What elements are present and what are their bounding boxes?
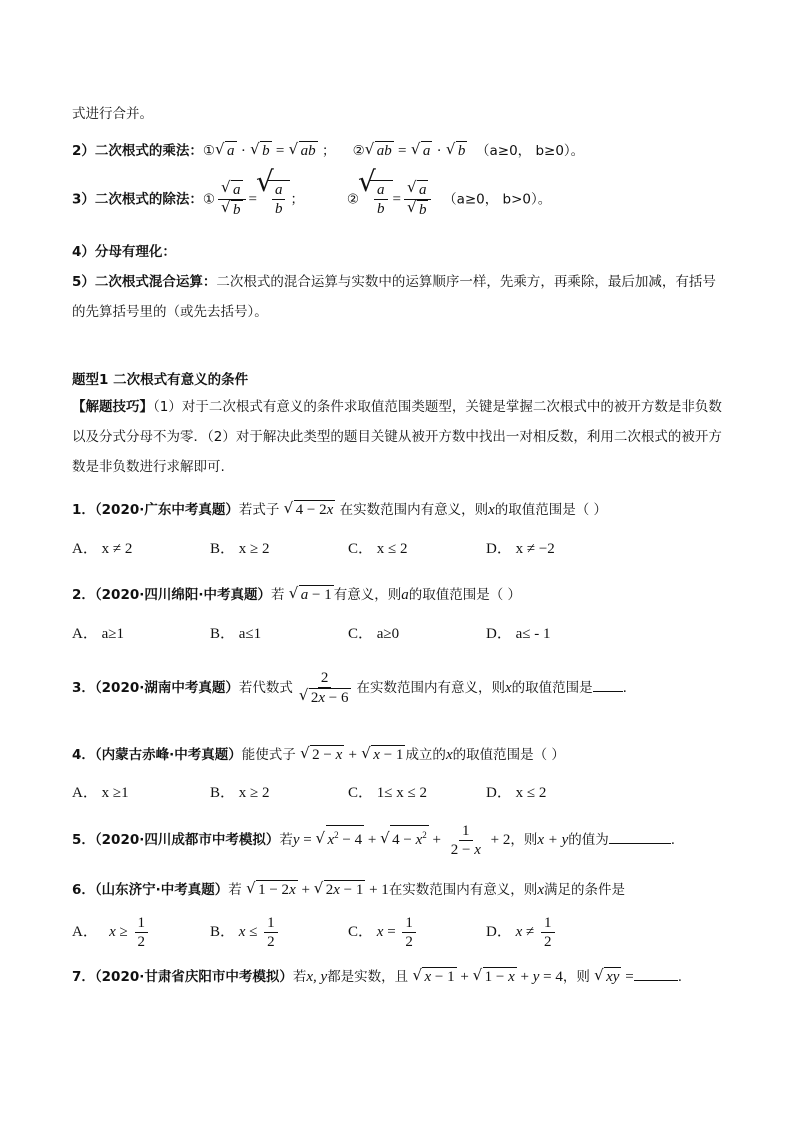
intro-tail: 式进行合并。 [72, 106, 153, 122]
frac-sqrt-a-over-sqrt-b-2: √ a √ b [404, 180, 432, 219]
q6-option-c-label: C． [348, 924, 374, 940]
q6-expr: √ 1 − 2x + √ 2x − 1 + 1 [246, 882, 389, 898]
q5-expr: y = √ $x^2 - 4$ + √ $4 - x^2$ + $\frac{1}{2 - x}$ + 2 [293, 832, 510, 848]
rule-4-label: 4）分母有理化： [72, 244, 176, 260]
q7-pre: 若 [292, 969, 307, 985]
q2-option-a[interactable]: A． a≥1 [72, 626, 124, 642]
question-7: 7．（2020·甘肃省庆阳市中考模拟）若x, y都是实数，且 √ x − 1 + √ 1 − x + y = 4，则 √ xy = . [72, 967, 682, 987]
tip-paragraph [72, 392, 722, 482]
q6-pre: 若 [228, 882, 242, 898]
question-1 [72, 500, 607, 520]
rule-multiplication: 2）二次根式的乘法：①√ a · √ b = √ ab ； ②√ ab = √ a · √ b （a≥0， b≥0）。 [72, 141, 584, 161]
q4-post: 成立的 [405, 747, 446, 763]
q6-num: 6． [72, 882, 95, 898]
q2-source: （2020·四川绵阳·中考真题） [94, 587, 271, 603]
rule-2-condition: （a≥0， b≥0）。 [476, 143, 585, 159]
q4-post2: 的取值范围是（ ） [452, 747, 565, 763]
q6-post2: 满足的条件是 [543, 882, 625, 898]
formula-sqrt-a-2: √ a [412, 141, 433, 161]
question-5: 5．（2020·四川成都市中考模拟）若y = √ $x^2 - 4$ + √ $4 - x^2$ + $\frac{1}{2 - x}$ + 2，则x + y的值为 . [72, 818, 675, 862]
q5-post2: 的值为 [568, 832, 609, 848]
q6-option-b[interactable]: B． x ≤ $\frac{1}{2}$ [210, 912, 281, 952]
question-3: 3．（2020·湖南中考真题）若代数式 2 √ 2x − 6 在实数范围内有意义，则x的取值范围是 . [72, 666, 627, 710]
q7-var: x, y [306, 969, 328, 985]
q6-var: x [537, 882, 544, 898]
q6-option-d-label: D． [486, 924, 512, 940]
q2-num: 2． [72, 587, 95, 603]
q6-post: 在实数范围内有意义，则 [388, 882, 538, 898]
q4-expr-1: √ 2 − x [301, 745, 344, 765]
formula-sqrt-b-2: √ b [447, 141, 468, 161]
sqrt-a-over-b-2: √ $\frac{a}{b}$ [360, 180, 393, 218]
formula-sqrt-b: √ b [251, 141, 272, 161]
q2-option-b[interactable]: B． a≤1 [210, 626, 262, 642]
q1-post: 在实数范围内有意义，则 [339, 502, 489, 518]
circle-2: ② [352, 143, 365, 159]
q6-option-a-label: A． [72, 924, 98, 940]
q5-var: x + y [537, 832, 569, 848]
q1-source: （2020·广东中考真题） [94, 502, 239, 518]
q3-post2: 的取值范围是 [511, 680, 593, 696]
q1-post2: 的取值范围是（ ） [494, 502, 608, 518]
q7-sqrt-xy: √ xy = [594, 969, 634, 985]
q1-option-d[interactable]: D． x ≠ −2 [486, 541, 555, 557]
q7-expr: √ x − 1 + √ 1 − x + y = 4 [412, 969, 562, 985]
question-2 [72, 585, 521, 605]
q1-option-a[interactable]: A． x ≠ 2 [72, 541, 133, 557]
q4-var: x [445, 747, 453, 763]
q7-answer-blank[interactable] [634, 980, 678, 981]
q5-answer-blank[interactable] [609, 843, 671, 844]
rule-5-text: 二次根式的混合运算与实数中的运算顺序一样，先乘方，再乘除，最后加减，有括号的先算括号里的（或先去括号）。 [72, 274, 716, 320]
section-title: 题型1 二次根式有意义的条件 [72, 372, 249, 388]
q3-num: 3． [72, 680, 95, 696]
q2-var: a [401, 587, 409, 603]
q3-source: （2020·湖南中考真题） [94, 680, 239, 696]
q7-source: （2020·甘肃省庆阳市中考模拟） [94, 969, 293, 985]
formula-sqrt-ab-2: √ ab [366, 141, 394, 161]
tip-label: 【解题技巧】 [72, 399, 153, 415]
q7-post2: ，则 [562, 969, 590, 985]
rule-3-label: 3）二次根式的除法： [72, 191, 203, 208]
q6-option-c[interactable]: C． x = $\frac{1}{2}$ [348, 912, 419, 952]
q4-source: （内蒙古赤峰·中考真题） [94, 747, 242, 763]
q3-pre: 若代数式 [238, 680, 293, 696]
q1-var: x [488, 502, 495, 518]
question-4: 4．（内蒙古赤峰·中考真题）能使式子 √ 2 − x + √ x − 1 成立的x的取值范围是（ ） [72, 745, 565, 765]
q6-option-a[interactable]: A． x ≥ $\frac{1}{2}$ [72, 912, 151, 952]
q1-expr: √ 4 − 2x [285, 500, 336, 520]
q1-option-c[interactable]: C． x ≤ 2 [348, 541, 408, 557]
rule-mixed [72, 267, 722, 327]
q4-pre: 能使式子 [241, 747, 296, 763]
q2-option-d[interactable]: D． a≤ - 1 [486, 626, 551, 642]
rule-3-condition: （a≥0， b>0）。 [443, 191, 552, 208]
q2-pre: 若 [271, 587, 285, 603]
rule-division: 3）二次根式的除法：① √ a √ b = √ $\frac{a}{b}$ ； ② √ $\frac{a}{b}$ = √ a √ b （a≥0， b>0）。 [72, 180, 551, 219]
q7-num: 7． [72, 969, 95, 985]
q5-post: ，则 [510, 832, 538, 848]
q5-source: （2020·四川成都市中考模拟） [94, 832, 280, 848]
q7-post: 都是实数，且 [327, 969, 409, 985]
q3-post: 在实数范围内有意义，则 [356, 680, 505, 696]
q4-option-b[interactable]: B． x ≥ 2 [210, 785, 270, 801]
q6-option-d[interactable]: D． x ≠ $\frac{1}{2}$ [486, 912, 558, 952]
frac-sqrt-a-over-sqrt-b: √ a √ b [218, 180, 246, 219]
q5-num: 5． [72, 832, 95, 848]
q1-num: 1． [72, 502, 95, 518]
q2-option-c[interactable]: C． a≥0 [348, 626, 400, 642]
formula-sqrt-a: √ a [216, 141, 237, 161]
q4-option-d[interactable]: D． x ≤ 2 [486, 785, 547, 801]
q5-pre: 若 [279, 832, 293, 848]
q4-num: 4． [72, 747, 95, 763]
q4-option-c[interactable]: C． 1≤ x ≤ 2 [348, 785, 427, 801]
q6-source: （山东济宁·中考真题） [94, 882, 229, 898]
rule-2-label: 2）二次根式的乘法： [72, 143, 203, 159]
q3-answer-blank[interactable] [593, 691, 623, 692]
q4-expr-2: √ x − 1 [362, 745, 405, 765]
rule-5-label: 5）二次根式混合运算： [72, 274, 217, 290]
q2-expr: √ a − 1 [290, 585, 334, 605]
circle-2b: ② [346, 191, 360, 208]
q2-post: 有意义，则 [333, 587, 402, 603]
q1-pre: 若式子 [238, 502, 280, 518]
formula-sqrt-ab: √ ab [290, 141, 318, 161]
q1-option-b[interactable]: B． x ≥ 2 [210, 541, 270, 557]
circle-1b: ① [202, 191, 216, 208]
q4-option-a[interactable]: A． x ≥1 [72, 785, 129, 801]
q3-expr: 2 √ 2x − 6 [296, 669, 354, 707]
q2-post2: 的取值范围是（ ） [408, 587, 522, 603]
tip-text: （1）对于二次根式有意义的条件求取值范围类题型，关键是掌握二次根式中的被开方数是非负数以及分式分母不为零．（2）对于解决此类型的题目关键从被开方数中找出一对相反数，利用二次根式的被开方数是非负数进行求解即可. [72, 399, 722, 475]
q3-var: x [505, 680, 512, 696]
circle-1: ① [202, 143, 216, 159]
sqrt-a-over-b: √ $\frac{a}{b}$ [258, 180, 291, 218]
question-6 [72, 880, 625, 900]
q6-option-b-label: B． [210, 924, 236, 940]
